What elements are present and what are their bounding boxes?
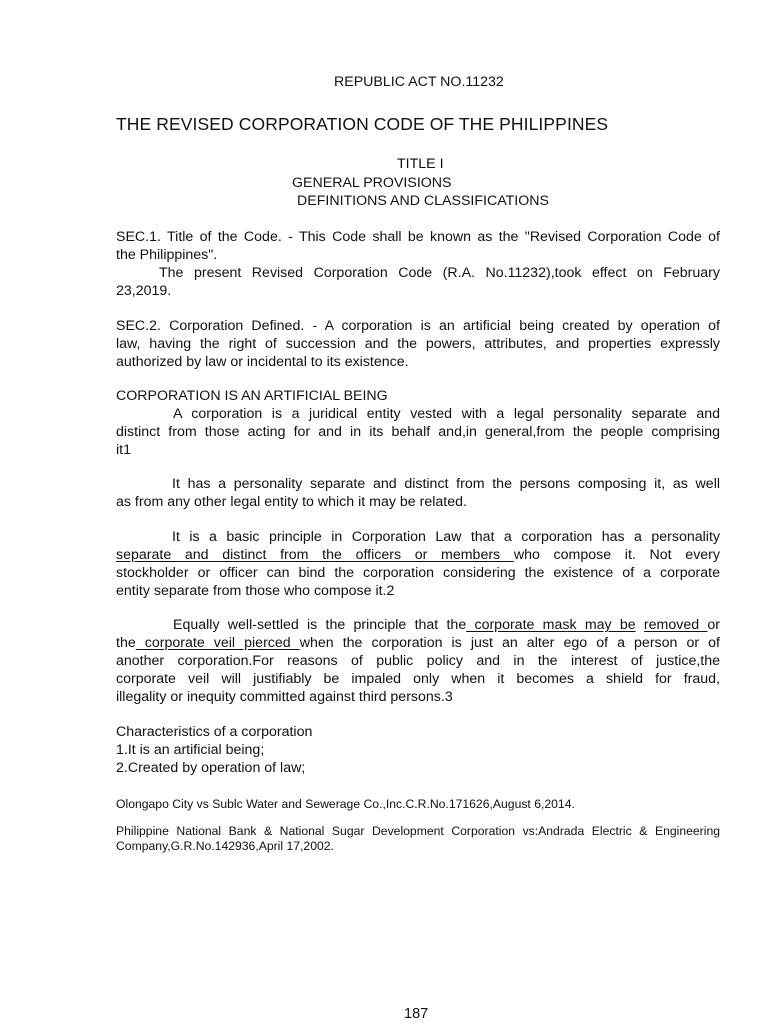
title-number: TITLE I xyxy=(397,156,444,172)
section-2 xyxy=(116,317,720,371)
underlined-phrase: corporate veil pierced xyxy=(135,635,300,652)
underlined-phrase: corporate mask may be xyxy=(466,617,636,633)
artificial-being-heading: CORPORATION IS AN ARTIFICIAL BEING xyxy=(116,388,388,404)
text-line: Philippine National Bank & National Sugar Development Corporation vs:Andrada Electric & Engineering xyxy=(116,824,720,838)
text-line: It is a basic principle in Corporation Law that a corporation has a personality xyxy=(172,529,720,545)
text-line: illegality or inequity committed against third persons.3 xyxy=(116,689,453,706)
list-item: 2.Created by operation of law; xyxy=(116,760,306,777)
text-line: another corporation.For reasons of public policy and in the interest of justice,the xyxy=(116,653,720,670)
characteristics-heading: Characteristics of a corporation xyxy=(116,724,313,740)
paragraph-separate-personality xyxy=(116,475,720,511)
text-line xyxy=(116,616,720,634)
text-line: 23,2019. xyxy=(116,283,172,300)
page-number: 187 xyxy=(404,1006,429,1022)
text-line: entity separate from those who compose it.2 xyxy=(116,583,395,600)
characteristics-list xyxy=(116,723,720,777)
text-line: it1 xyxy=(116,442,131,459)
code-title: THE REVISED CORPORATION CODE OF THE PHILIPPINES xyxy=(116,114,609,134)
text-span: the xyxy=(116,635,136,652)
text-span: when the corporation is just an alter ego of a person or of xyxy=(299,635,720,652)
text-line xyxy=(116,546,720,564)
text-line: Company,G.R.No.142936,April 17,2002. xyxy=(116,838,334,853)
paragraph-juridical-entity xyxy=(116,405,720,459)
text-line: the Philippines". xyxy=(116,247,218,264)
title-name: GENERAL PROVISIONS xyxy=(292,175,452,191)
underlined-phrase: separate and distinct from the officers or members xyxy=(116,547,514,564)
section-1 xyxy=(116,228,720,300)
text-line: It has a personality separate and distinct from the persons composing it, as well xyxy=(172,476,720,492)
text-line: distinct from those acting for and in its behalf and,in general,from the people comprising xyxy=(116,424,720,441)
footnote-1: Olongapo City vs Sublc Water and Sewerage Co.,Inc.C.R.No.171626,August 6,2014. xyxy=(116,797,575,811)
text-line: The present Revised Corporation Code (R.A. No.11232),took effect on February xyxy=(159,265,720,282)
act-number: REPUBLIC ACT NO.11232 xyxy=(334,74,504,90)
paragraph-corporate-veil xyxy=(116,616,720,706)
text-line xyxy=(116,634,720,652)
paragraph-basic-principle xyxy=(116,528,720,600)
underlined-phrase: removed xyxy=(643,617,708,633)
text-line: stockholder or officer can bind the corporation considering the existence of a corporate xyxy=(116,565,720,582)
text-line: SEC.2. Corporation Defined. - A corporation is an artificial being created by operation of xyxy=(116,318,720,334)
text-line: A corporation is a juridical entity vested with a legal personality separate and xyxy=(173,406,720,422)
title-subheading: DEFINITIONS AND CLASSIFICATIONS xyxy=(297,193,549,209)
footnote-2 xyxy=(116,824,720,853)
text-line: law, having the right of succession and the powers, attributes, and properties expressly xyxy=(116,336,720,353)
text-span: Equally well-settled is the principle that the xyxy=(173,617,467,633)
text-line: authorized by law or incidental to its existence. xyxy=(116,354,409,371)
text-line: as from any other legal entity to which it may be related. xyxy=(116,494,467,511)
text-line: SEC.1. Title of the Code. - This Code shall be known as the "Revised Corporation Code of xyxy=(116,229,720,245)
text-span xyxy=(636,617,644,633)
list-item: 1.It is an artificial being; xyxy=(116,742,265,759)
text-span: who compose it. Not every xyxy=(513,547,720,564)
text-line: corporate veil will justifiably be impaled only when it becomes a shield for fraud, xyxy=(116,671,720,688)
text-span: or xyxy=(707,617,720,633)
